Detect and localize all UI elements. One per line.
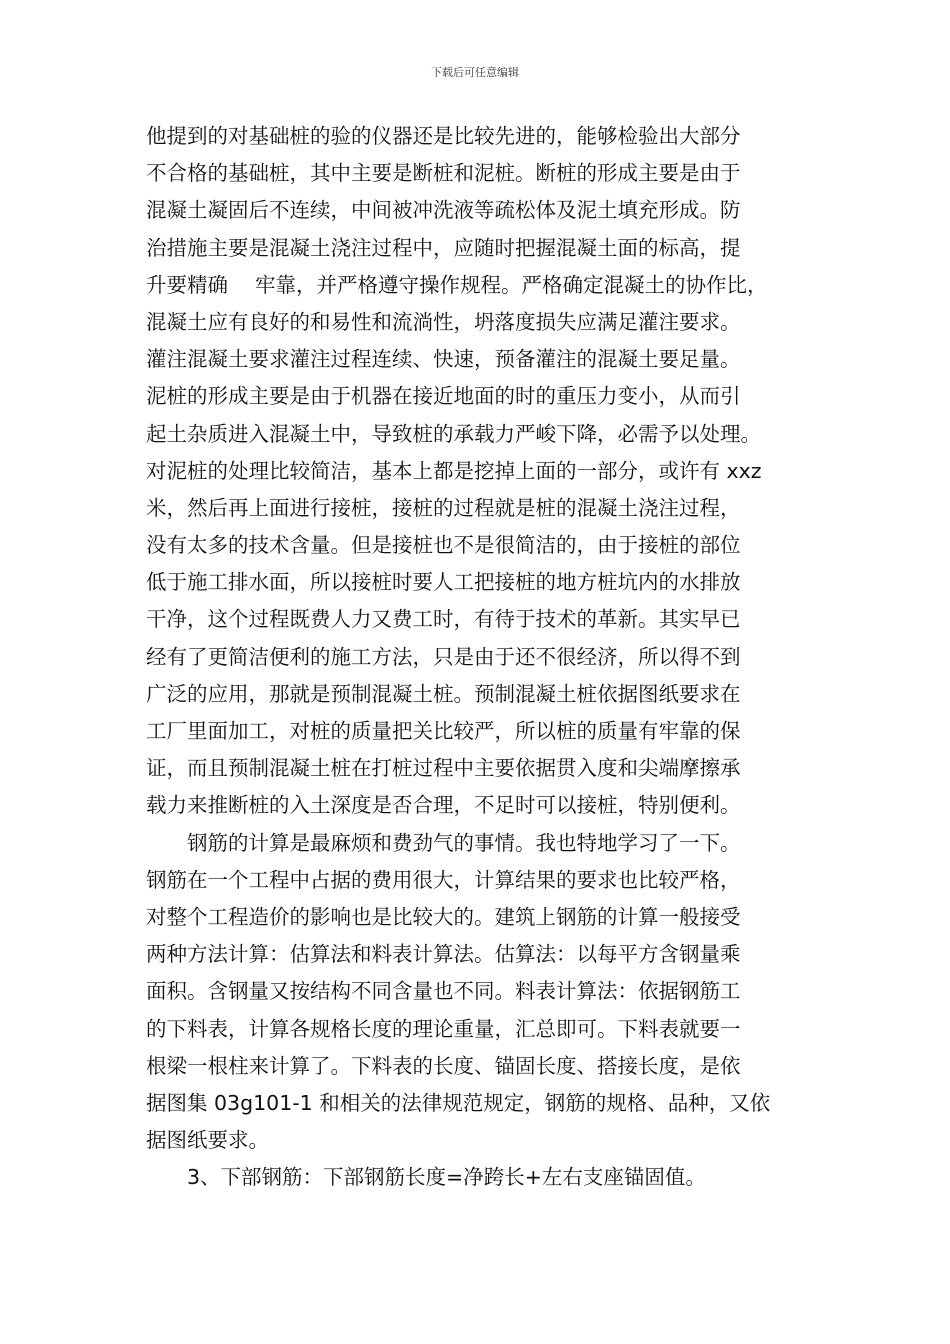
text-line: 干净，这个过程既费人力又费工时，有待于技术的革新。其实早已 (146, 607, 741, 632)
text-line: 混凝土凝固后不连续，中间被冲洗液等疏松体及泥土填充形成。防 (146, 198, 741, 223)
text-line: 升要精确 牢靠，并严格遵守操作规程。严格确定混凝土的协作比， (146, 272, 768, 297)
text-line: 经有了更简洁便利的施工方法，只是由于还不很经济，所以得不到 (146, 644, 741, 669)
text-line: 广泛的应用，那就是预制混凝土桩。预制混凝土桩依据图纸要求在 (146, 681, 741, 706)
text-line: 两种方法计算：估算法和料表计算法。估算法：以每平方含钢量乘 (146, 942, 741, 967)
text-line: 据图纸要求。 (146, 1128, 269, 1153)
text-line: 起土杂质进入混凝土中，导致桩的承载力严峻下降，必需予以处理。 (146, 421, 761, 446)
text-line: 不合格的基础桩，其中主要是断桩和泥桩。断桩的形成主要是由于 (146, 161, 741, 186)
page-header: 下载后可任意编辑 (431, 66, 519, 79)
text-line: 据图集 03g101-1 和相关的法律规范规定，钢筋的规格、品种，又依 (146, 1090, 771, 1115)
text-line: 工厂里面加工，对桩的质量把关比较严，所以桩的质量有牢靠的保 (146, 719, 741, 743)
text-line: 泥桩的形成主要是由于机器在接近地面的时的重压力变小，从而引 (146, 384, 741, 409)
text-line: 治措施主要是混凝土浇注过程中，应随时把握混凝土面的标高，提 (146, 235, 741, 260)
document-body (146, 118, 818, 1196)
text-line: 对泥桩的处理比较简洁，基本上都是挖掉上面的一部分，或许有 xxz (146, 458, 762, 483)
paragraph-start-line: 3、下部钢筋：下部钢筋长度=净跨长+左右支座锚固值。 (187, 1165, 706, 1190)
text-line: 灌注混凝土要求灌注过程连续、快速，预备灌注的混凝土要足量。 (146, 347, 741, 372)
text-line: 低于施工排水面，所以接桩时要人工把接桩的地方桩坑内的水排放 (146, 570, 741, 595)
text-line: 混凝土应有良好的和易性和流淌性，坍落度损失应满足灌注要求。 (146, 309, 741, 334)
paragraph-start-line: 钢筋的计算是最麻烦和费劲气的事情。我也特地学习了一下。 (187, 830, 741, 855)
text-line: 米，然后再上面进行接桩，接桩的过程就是桩的混凝土浇注过程， (146, 495, 741, 520)
text-line: 钢筋在一个工程中占据的费用很大，计算结果的要求也比较严格， (146, 867, 741, 892)
text-line: 证，而且预制混凝土桩在打桩过程中主要依据贯入度和尖端摩擦承 (146, 756, 741, 781)
text-line: 根梁一根柱来计算了。下料表的长度、锚固长度、搭接长度，是依 (146, 1053, 741, 1078)
text-line: 对整个工程造价的影响也是比较大的。建筑上钢筋的计算一般接受 (146, 904, 741, 929)
text-line: 载力来推断桩的入土深度是否合理，不足时可以接桩，特别便利。 (146, 793, 741, 818)
text-line: 的下料表，计算各规格长度的理论重量，汇总即可。下料表就要一 (146, 1016, 741, 1041)
text-line: 面积。含钢量又按结构不同含量也不同。料表计算法：依据钢筋工 (146, 979, 741, 1004)
text-line: 没有太多的技术含量。但是接桩也不是很简洁的，由于接桩的部位 (146, 533, 741, 558)
text-line: 他提到的对基础桩的验的仪器还是比较先进的，能够检验出大部分 (146, 124, 741, 148)
